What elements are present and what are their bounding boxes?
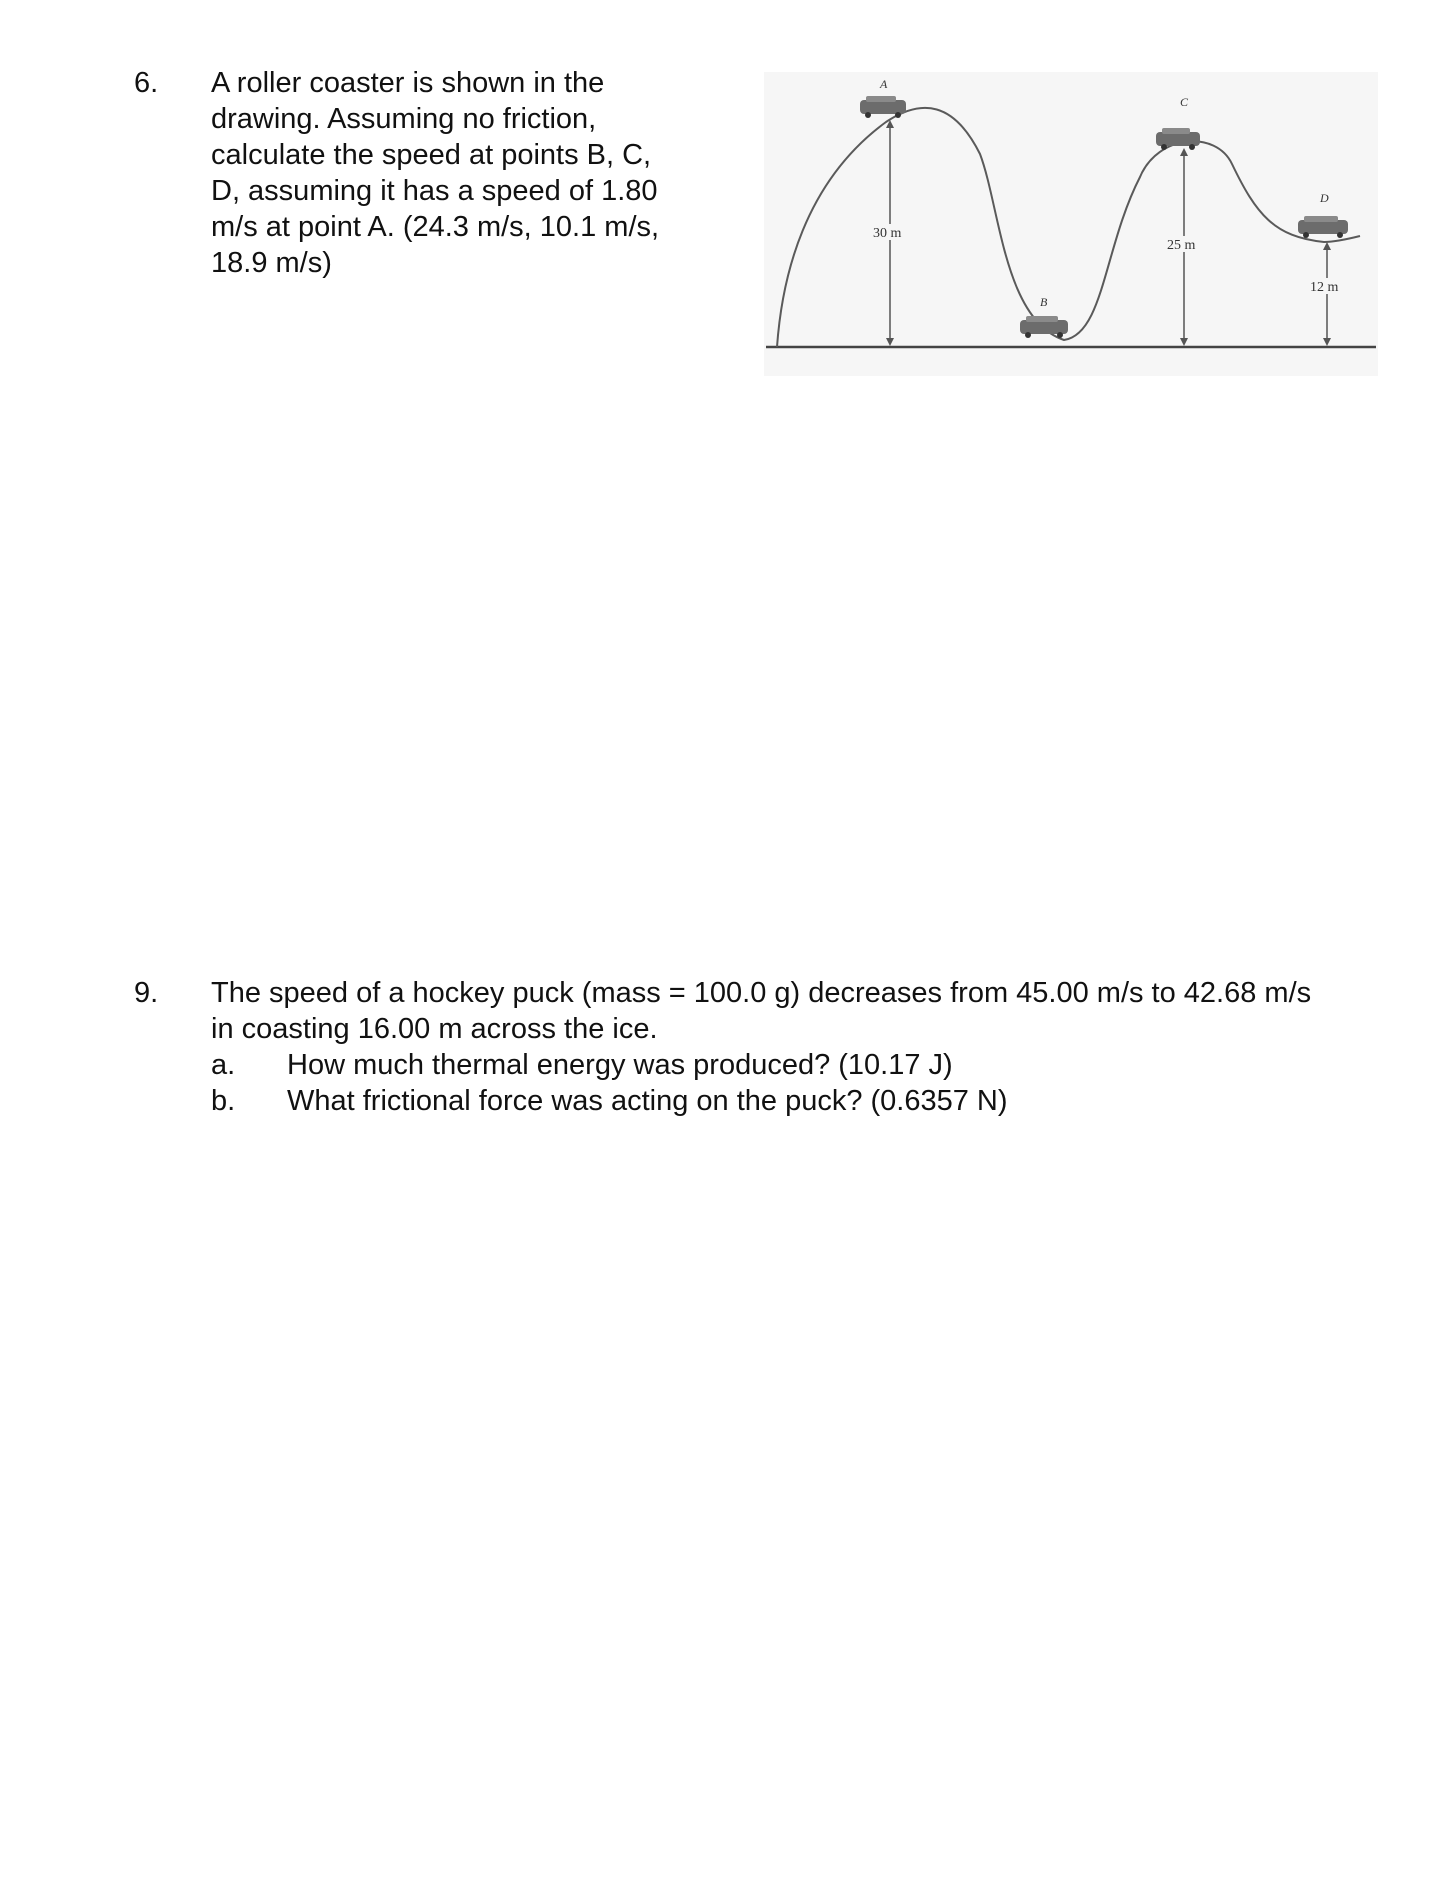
question-9-text bbox=[211, 975, 1311, 1047]
height-label-c: 25 m bbox=[1167, 238, 1196, 253]
figure-background bbox=[764, 72, 1378, 376]
question-6-line: drawing. Assuming no friction, bbox=[211, 103, 597, 135]
point-label-d: D bbox=[1320, 191, 1329, 205]
part-a-letter: a. bbox=[211, 1049, 236, 1081]
roller-coaster-figure bbox=[764, 72, 1378, 376]
question-6-text bbox=[211, 65, 659, 281]
height-label-a: 30 m bbox=[873, 226, 902, 241]
question-6-number: 6. bbox=[134, 67, 159, 99]
question-6-line: D, assuming it has a speed of 1.80 bbox=[211, 175, 658, 207]
question-6-line: 18.9 m/s) bbox=[211, 247, 332, 279]
part-b-letter: b. bbox=[211, 1085, 236, 1117]
height-label-d: 12 m bbox=[1310, 280, 1339, 295]
point-label-a: A bbox=[880, 77, 888, 91]
question-6-line: A roller coaster is shown in the bbox=[211, 67, 605, 99]
question-6-line: calculate the speed at points B, C, bbox=[211, 139, 652, 171]
question-9-line: in coasting 16.00 m across the ice. bbox=[211, 1013, 658, 1045]
point-label-c: C bbox=[1180, 95, 1189, 109]
question-9-line: The speed of a hockey puck (mass = 100.0 g) decreases from 45.00 m/s to 42.68 m/s bbox=[211, 977, 1312, 1009]
part-a-text: How much thermal energy was produced? (10.17 J) bbox=[287, 1049, 953, 1081]
point-label-b: B bbox=[1040, 295, 1048, 309]
part-b-text: What frictional force was acting on the puck? (0.6357 N) bbox=[287, 1085, 1008, 1117]
question-6-line: m/s at point A. (24.3 m/s, 10.1 m/s, bbox=[211, 211, 660, 243]
question-9-number: 9. bbox=[134, 977, 159, 1009]
